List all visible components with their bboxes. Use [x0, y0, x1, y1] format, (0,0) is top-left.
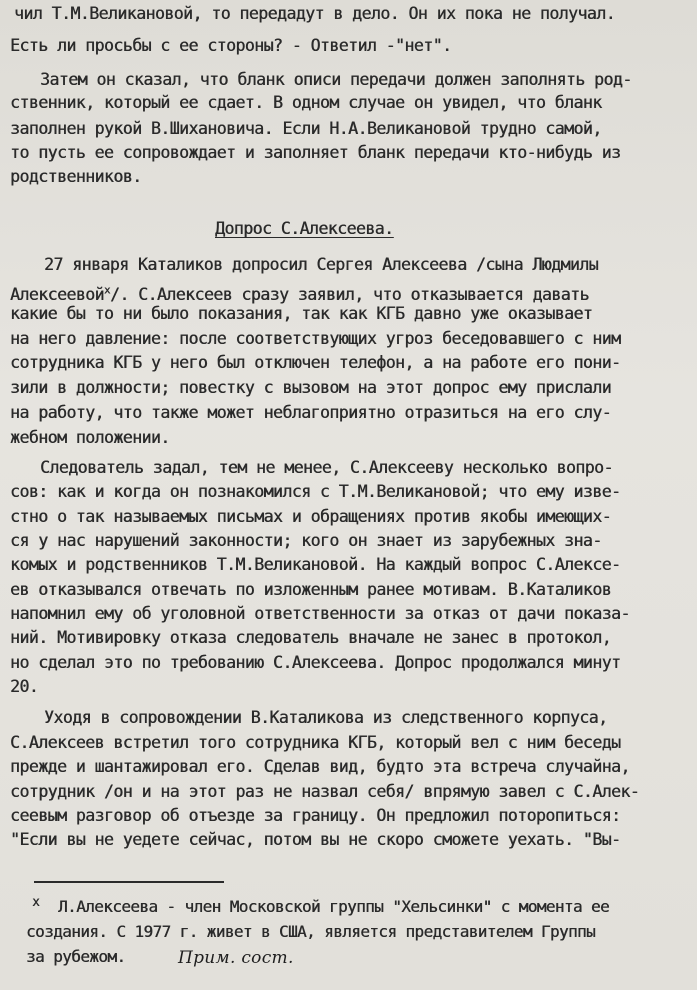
text-line: какие бы то ни было показания, так как КГБ давно уже оказывает	[10, 304, 593, 323]
handwritten-note: Прим. сост.	[178, 948, 294, 968]
text-line: Уходя в сопровождении В.Каталикова из следственного корпуса,	[44, 708, 608, 727]
text-line: Затем он сказал, что бланк описи передачи должен заполнять род-	[40, 70, 632, 89]
footnote-line: Л.Алексеева - член Московской группы "Хельсинки" с момента ее	[58, 897, 610, 916]
text-line: Есть ли просьбы с ее стороны? - Ответил -"нет".	[10, 36, 452, 55]
section-heading: Допрос С.Алексеева.	[215, 219, 394, 238]
text-line: заполнен рукой В.Шихановича. Если Н.А.Великановой трудно самой,	[10, 119, 602, 138]
text-line: "Если вы не уедете сейчас, потом вы не скоро сможете уехать. "Вы-	[10, 830, 621, 849]
text-line: прежде и шантажировал его. Сделав вид, будто эта встреча случайна,	[10, 757, 630, 776]
footnote-mark: х	[32, 895, 40, 910]
text-line: стно о так называемых письмах и обращениях против якобы имеющих-	[10, 507, 611, 526]
text-line: ся у нас нарушений законности; кого он знает из зарубежных зна-	[10, 531, 602, 550]
footnote-rule	[34, 881, 224, 883]
text-line: жебном положении.	[10, 428, 170, 447]
text-line: С.Алексеев встретил того сотрудника КГБ, который вел с ним беседы	[10, 733, 621, 752]
text-line: сотрудника КГБ у него был отключен телефон, а на работе его пони-	[10, 353, 621, 372]
text-line: на него давление: после соответствующих угроз беседовавшего с ним	[10, 329, 621, 348]
text-line: ственник, который ее сдает. В одном случае он увидел, что бланк	[10, 93, 602, 112]
text-line: родственников.	[10, 167, 142, 186]
footnote-reference-mark: х	[103, 283, 110, 296]
text-line: Следователь задал, тем не менее, С.Алексееву несколько вопро-	[40, 458, 613, 477]
text-line: напомнил ему об уголовной ответственности за отказ от дачи показа-	[10, 604, 630, 623]
text-line: 27 января Каталиков допросил Сергея Алексеева /сына Людмилы	[44, 255, 599, 274]
text-line: Алексеевой$^х$/. С.Алексеев сразу заявил, что отказывается давать	[10, 283, 589, 304]
footnote-line: за рубежом.	[26, 947, 126, 966]
text-line: на работу, что также может неблагоприятно отразиться на его слу-	[10, 403, 611, 422]
text-line: сотрудник /он и на этот раз не назвал себя/ впрямую завел с С.Алек-	[10, 782, 640, 801]
text-line: 20.	[10, 677, 39, 696]
text-line: ев отказывался отвечать по изложенным ранее мотивам. В.Каталиков	[10, 580, 611, 599]
text-line: чил Т.М.Великановой, то передадут в дело. Он их пока не получал.	[14, 4, 615, 23]
text-line: ний. Мотивировку отказа следователь вначале не занес в протокол,	[10, 628, 611, 647]
text-line: сеевым разговор об отъезде за границу. Он предложил поторопиться:	[10, 806, 621, 825]
text-line: зили в должности; повестку с вызовом на этот допрос ему прислали	[10, 378, 611, 397]
text-line: комых и родственников Т.М.Великановой. На каждый вопрос С.Алексе-	[10, 555, 621, 574]
text-line: но сделал это по требованию С.Алексеева. Допрос продолжался минут	[10, 653, 621, 672]
text-line: то пусть ее сопровождает и заполняет бланк передачи кто-нибудь из	[10, 143, 621, 162]
footnote-line: создания. С 1977 г. живет в США, является представителем Группы	[26, 922, 596, 941]
text-line: сов: как и когда он познакомился с Т.М.Великановой; что ему изве-	[10, 482, 621, 501]
